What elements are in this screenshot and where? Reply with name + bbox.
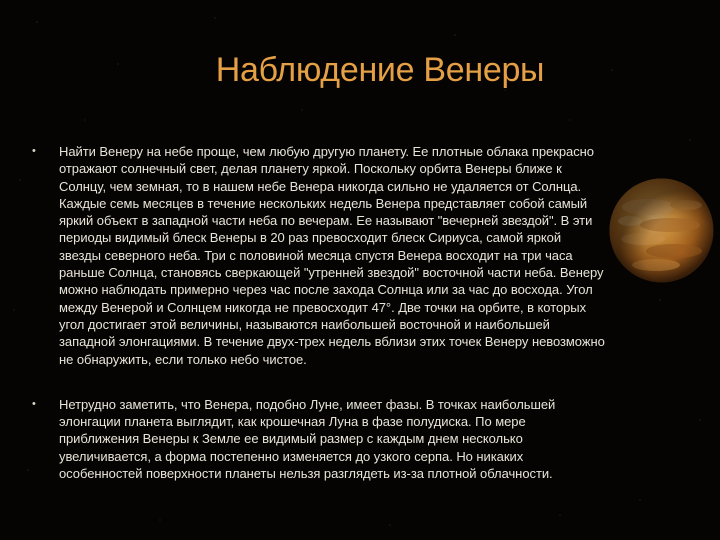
bullet-marker: • <box>32 145 36 157</box>
bullet-item-2 <box>30 396 605 482</box>
venus-planet-icon <box>608 177 715 284</box>
bullet-item-1 <box>30 143 605 368</box>
slide-title: Наблюдение Венеры <box>215 51 545 89</box>
bullet-marker: • <box>32 397 36 410</box>
bullet-text: Нетрудно заметить, что Венера, подобно Луне, имеет фазы. В точках наибольшей элонгации планета выглядит, как крошечная Луна в фазе полудиска. По мере приближения Венеры к Земле ее видимый размер с каждым днем несколько увеличивается, а форма постепенно изменяется до узкого серпа. Но никаких особенностей поверхности планеты нельзя разглядеть из-за плотной облачности. <box>59 396 556 482</box>
bullet-text: Найти Венеру на небе проще, чем любую другую планету. Ее плотные облака прекрасно отражают солнечный свет, делая планету яркой. Поскольку орбита Венеры ближе к Солнцу, чем земная, то в нашем небе Венера никогда сильно не удаляется от Солнца. Каждые семь месяцев в течение нескольких недель Венера представляет собой самый яркий объект в западной части неба по вечерам. Ее называют "вечерней звездой". В эти периоды видимый блеск Венеры в 20 раз превосходит блеск Сириуса, самой яркой звезды северного неба. Три с половиной месяца спустя Венера восходит на три часа раньше Солнца, становясь сверкающей "утренней звездой" восточной части неба. Венеру можно наблюдать примерно через час после захода Солнца или за час до восхода. Угол между Венерой и Солнцем никогда не превосходит 47°. Две точки на орбите, в которых угол достигает этой величины, называются наибольшей восточной и наибольшей западной элонгациями. В течение двух-трех недель вблизи этих точек Венеру невозможно не обнаружить, если только небо чистое. <box>59 144 605 367</box>
bullet-list <box>30 143 605 482</box>
